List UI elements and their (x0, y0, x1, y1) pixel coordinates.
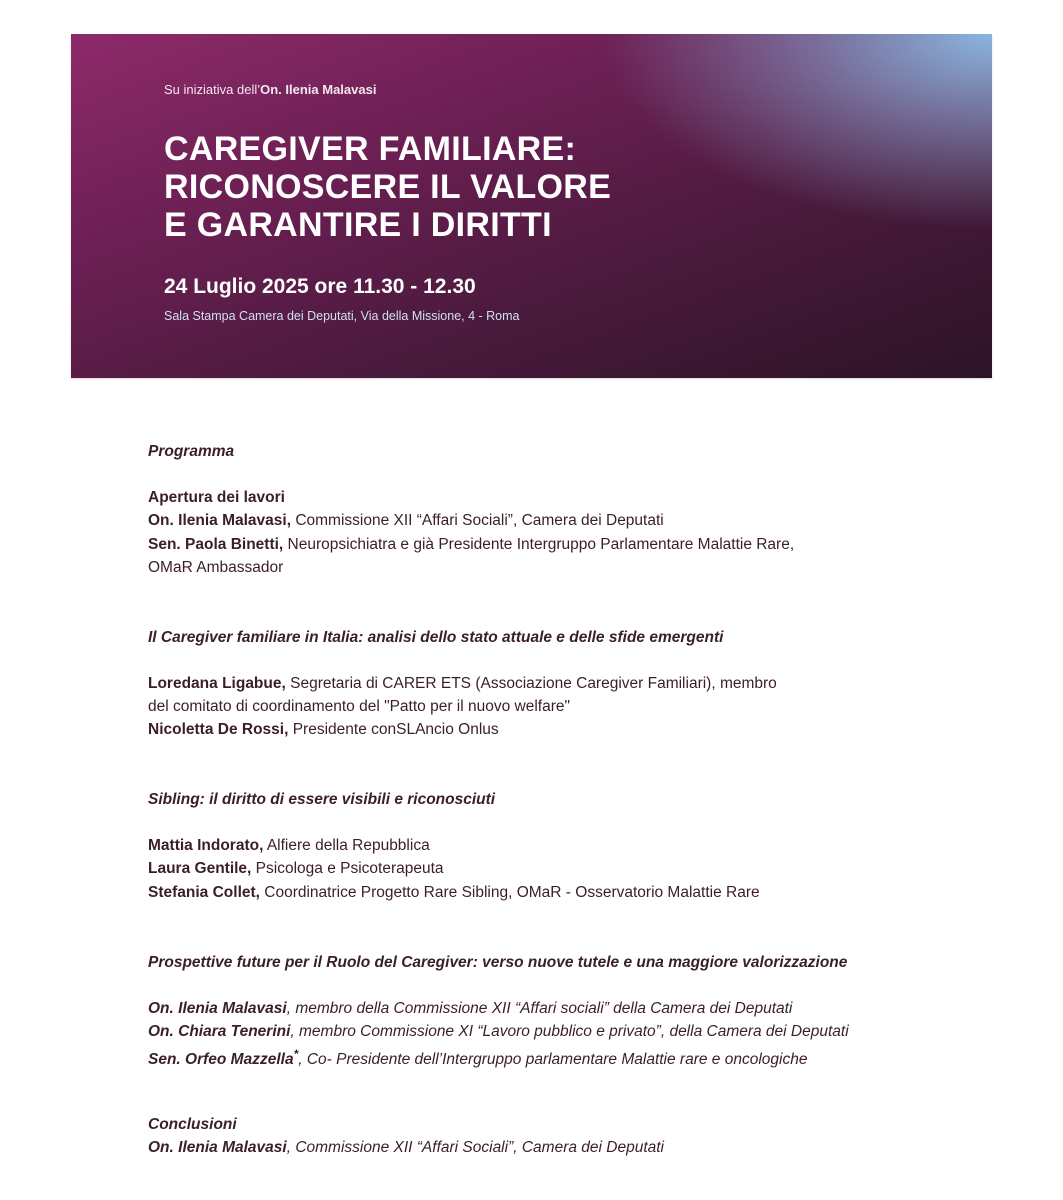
speaker-line: On. Ilenia Malavasi, membro della Commissione XII “Affari sociali” della Camera dei Deputati (148, 1000, 793, 1017)
speaker-role-continued: del comitato di coordinamento del "Patto per il nuovo welfare" (148, 698, 570, 715)
initiative-line (164, 82, 376, 97)
title-line-2: RICONOSCERE IL VALORE (164, 168, 612, 206)
speaker-line: Mattia Indorato, Alfiere della Repubblica (148, 837, 430, 854)
speaker-line: Laura Gentile, Psicologa e Psicoterapeuta (148, 860, 444, 877)
title-line-3: E GARANTIRE I DIRITTI (164, 206, 552, 244)
conclusions-title: Conclusioni (148, 1116, 237, 1133)
speaker-line: Loredana Ligabue, Segretaria di CARER ETS (Associazione Caregiver Familiari), membro (148, 675, 777, 692)
session-1-title: Il Caregiver familiare in Italia: analisi dello stato attuale e delle sfide emergenti (148, 629, 724, 646)
speaker-line: Nicoletta De Rossi, Presidente conSLAncio Onlus (148, 721, 499, 738)
speaker-line: On. Ilenia Malavasi, Commissione XII “Affari Sociali”, Camera dei Deputati (148, 512, 664, 529)
initiative-prefix: Su iniziativa dell’ (164, 82, 261, 97)
speaker-line: Sen. Orfeo Mazzella*, Co- Presidente dell’Intergruppo parlamentare Malattie rare e oncologiche (148, 1047, 808, 1068)
speaker-line: On. Chiara Tenerini, membro Commissione XI “Lavoro pubblico e privato”, della Camera dei Deputati (148, 1023, 849, 1040)
event-venue: Sala Stampa Camera dei Deputati, Via della Missione, 4 - Roma (164, 309, 520, 323)
speaker-role-continued: OMaR Ambassador (148, 559, 284, 576)
initiative-name: On. Ilenia Malavasi (260, 82, 377, 97)
event-date: 24 Luglio 2025 ore 11.30 - 12.30 (164, 275, 476, 298)
footnote-asterisk: * (293, 1047, 299, 1061)
event-banner (71, 34, 992, 378)
session-2-title: Sibling: il diritto di essere visibili e riconosciuti (148, 791, 496, 808)
speaker-line: Stefania Collet, Coordinatrice Progetto Rare Sibling, OMaR - Osservatorio Malattie Rare (148, 884, 760, 901)
opening-title: Apertura dei lavori (148, 489, 285, 506)
speaker-line: On. Ilenia Malavasi, Commissione XII “Affari Sociali”, Camera dei Deputati (148, 1139, 665, 1156)
session-3-title: Prospettive future per il Ruolo del Caregiver: verso nuove tutele e una maggiore valorizzazione (148, 954, 848, 971)
event-title (164, 130, 724, 244)
program-heading: Programma (148, 443, 235, 460)
title-line-1: CAREGIVER FAMILIARE: (164, 130, 577, 168)
speaker-line: Sen. Paola Binetti, Neuropsichiatra e già Presidente Intergruppo Parlamentare Malattie Rare, (148, 536, 795, 553)
